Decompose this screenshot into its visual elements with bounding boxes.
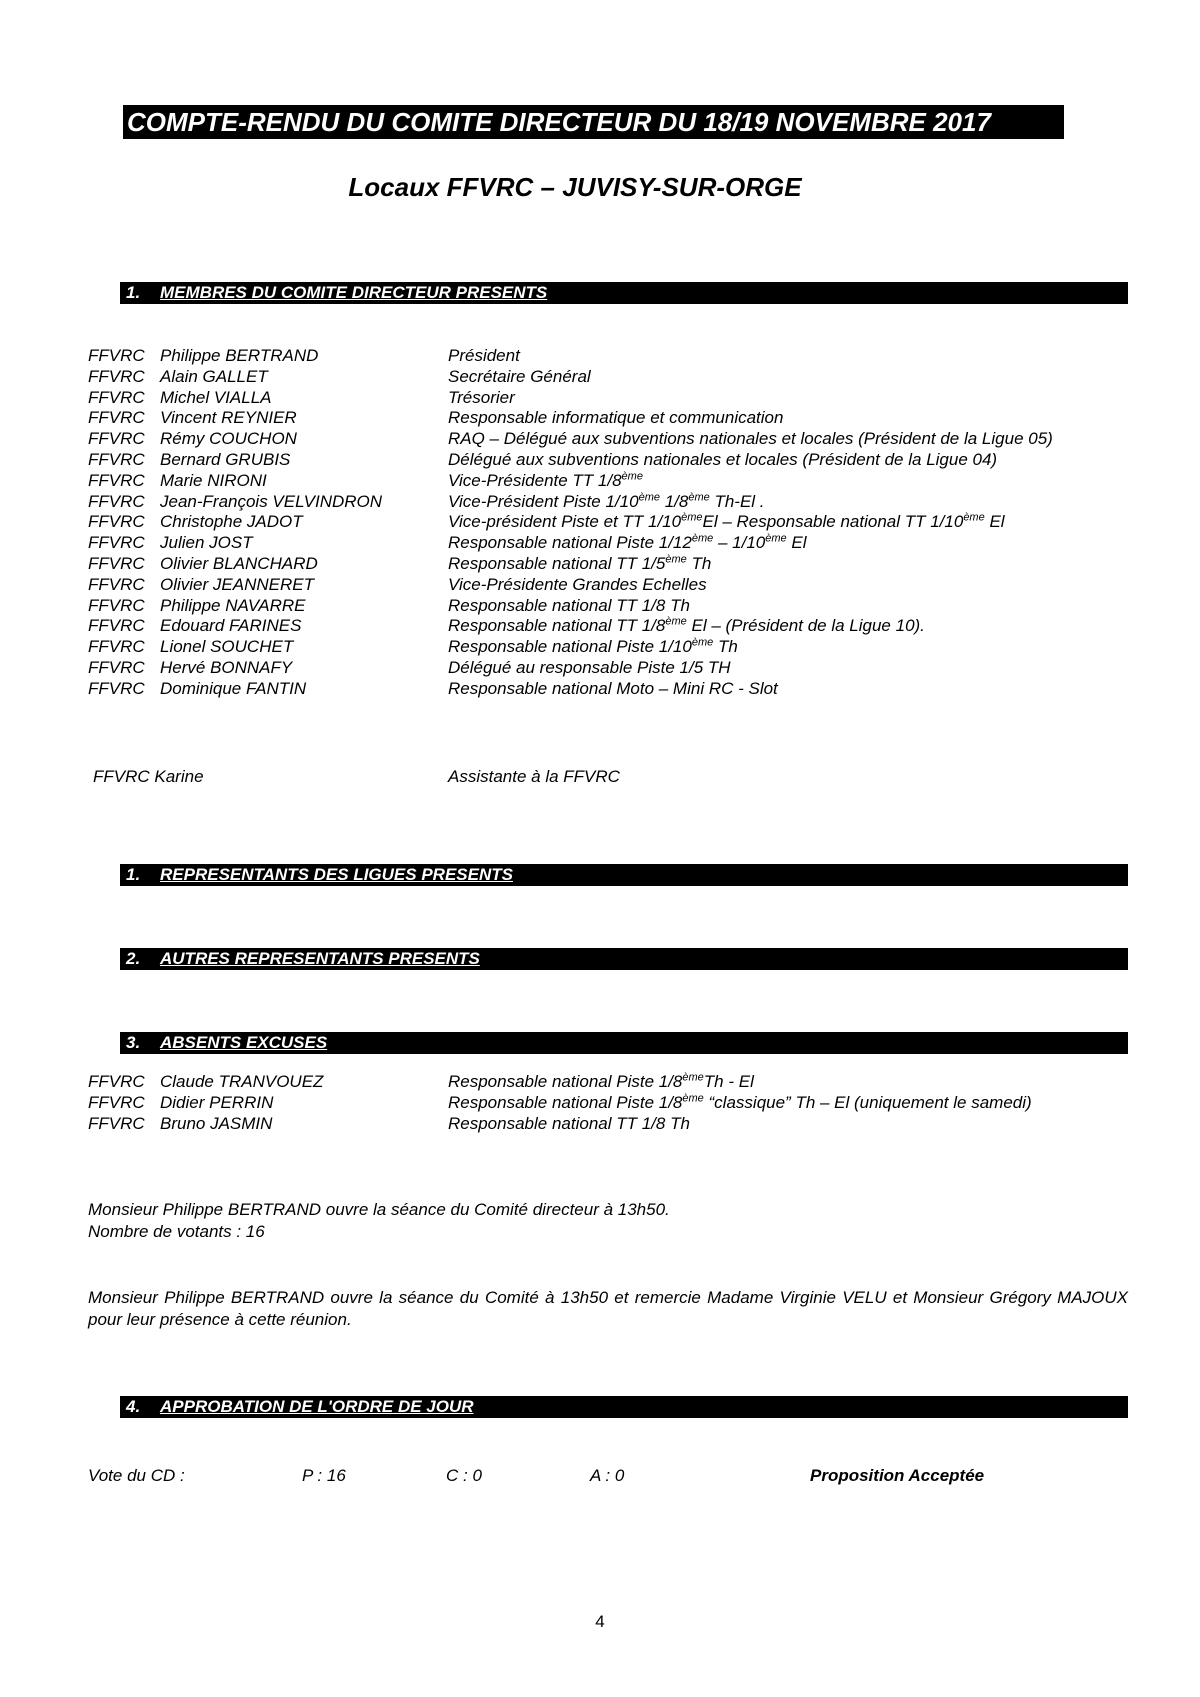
role-superscript: ème — [681, 511, 703, 524]
role-text: RAQ – Délégué aux subventions nationales et locales (Président de la Ligue 05) — [448, 429, 1053, 449]
section-label: MEMBRES DU COMITE DIRECTEUR PRESENTS — [160, 283, 548, 302]
section-number: 4. — [126, 1397, 141, 1416]
vote-abstention: A : 0 — [590, 1466, 625, 1485]
org-label: FFVRC — [88, 678, 145, 698]
role-superscript: ème — [765, 532, 787, 545]
role-text: El – Responsable national TT 1/10 — [702, 512, 964, 532]
role-text: Responsable national TT 1/5 — [448, 554, 666, 573]
person-role — [448, 511, 1005, 532]
opening-paragraph: Monsieur Philippe BERTRAND ouvre la séance du Comité directeur à 13h50. — [88, 1200, 670, 1219]
org-label: FFVRC — [88, 491, 145, 511]
person-role — [448, 657, 731, 678]
role-superscript: ème — [963, 511, 985, 524]
role-text: Trésorier — [448, 387, 515, 407]
person-role — [448, 1113, 690, 1134]
role-superscript: ème — [665, 615, 687, 628]
role-text: El — [984, 512, 1005, 532]
org-label: FFVRC — [88, 346, 145, 365]
role-text: Responsable national TT 1/8 Th — [448, 595, 690, 615]
person-name: Dominique FANTIN — [160, 678, 307, 698]
absents-row — [88, 1092, 1138, 1113]
section-number: 1. — [126, 283, 141, 302]
thanks-paragraph: Monsieur Philippe BERTRAND ouvre la séance du Comité à 13h50 et remercie Madame Virginie VELU et Monsieur Grégory MAJOUX pour leur présence à cette réunion. — [88, 1288, 1128, 1329]
role-superscript: ème — [665, 553, 687, 566]
members-row — [88, 366, 1138, 387]
members-row — [88, 449, 1138, 470]
members-row — [88, 407, 1138, 428]
role-text: Vice-Présidente TT 1/8 — [448, 470, 622, 490]
role-text: Th - El — [703, 1072, 754, 1091]
role-text: Président — [448, 346, 520, 365]
org-label: FFVRC — [88, 574, 145, 594]
person-role — [448, 407, 783, 428]
members-row — [88, 595, 1138, 616]
org-label: FFVRC — [88, 470, 145, 490]
person-name: Lionel SOUCHET — [160, 637, 294, 657]
person-name: Christophe JADOT — [160, 512, 303, 532]
vote-label: Vote du CD : — [88, 1466, 185, 1485]
role-text: Th-El . — [709, 491, 765, 511]
org-label: FFVRC — [88, 1114, 145, 1133]
members-row — [88, 532, 1138, 553]
role-text: Vice-Président Piste 1/10 — [448, 491, 639, 511]
person-name: Bruno JASMIN — [160, 1114, 273, 1133]
person-name: Julien JOST — [160, 533, 253, 553]
role-text: Responsable national Piste 1/8 — [448, 1072, 683, 1091]
role-text: Responsable national Piste 1/8 — [448, 1093, 683, 1112]
assistant-name: FFVRC Karine — [93, 767, 204, 786]
section-header-absents — [120, 1032, 1128, 1054]
voters-paragraph: Nombre de votants : 16 — [88, 1222, 265, 1241]
person-name: Olivier BLANCHARD — [160, 554, 318, 573]
person-role — [448, 678, 778, 699]
role-text: Vice-président Piste et TT 1/10 — [448, 512, 682, 532]
org-label: FFVRC — [88, 429, 145, 449]
role-superscript: ème — [688, 490, 710, 503]
person-role — [448, 449, 997, 470]
org-label: FFVRC — [88, 450, 145, 469]
person-role — [448, 491, 765, 512]
person-role — [448, 345, 520, 366]
role-text: Responsable national Piste 1/10 — [448, 637, 692, 657]
section-number: 1. — [126, 865, 141, 884]
section-label: AUTRES REPRESENTANTS PRESENTS — [160, 949, 480, 968]
assistant-role: Assistante à la FFVRC — [448, 767, 620, 786]
section-header-autres — [120, 948, 1128, 970]
members-row — [88, 574, 1138, 595]
members-row — [88, 615, 1138, 636]
section-number: 3. — [126, 1033, 141, 1052]
role-text: Responsable national Piste 1/12 — [448, 533, 692, 553]
role-text: – 1/10 — [713, 533, 766, 553]
members-row — [88, 491, 1138, 512]
members-row — [88, 657, 1138, 678]
role-superscript: ème — [682, 1071, 704, 1084]
person-role — [448, 553, 711, 574]
section-label: REPRESENTANTS DES LIGUES PRESENTS — [160, 865, 513, 884]
person-name: Didier PERRIN — [160, 1093, 274, 1112]
absents-row — [88, 1071, 1138, 1092]
person-role — [448, 1071, 754, 1092]
org-label: FFVRC — [88, 616, 145, 636]
person-role — [448, 615, 925, 636]
role-text: El – (Président de la Ligue 10). — [686, 616, 925, 636]
person-role — [448, 532, 807, 553]
role-text: “classique” Th – El (uniquement le samedi) — [703, 1093, 1032, 1112]
vote-pour: P : 16 — [302, 1466, 346, 1485]
org-label: FFVRC — [88, 408, 145, 428]
role-text: Responsable national TT 1/8 — [448, 616, 666, 636]
section-header-approbation — [120, 1396, 1128, 1418]
person-role — [448, 366, 591, 387]
members-row — [88, 636, 1138, 657]
person-role — [448, 470, 643, 491]
members-row — [88, 470, 1138, 491]
role-text: Délégué aux subventions nationales et locales (Président de la Ligue 04) — [448, 450, 998, 469]
members-row — [88, 511, 1138, 532]
org-label: FFVRC — [88, 658, 145, 677]
role-text: Responsable informatique et communication — [448, 408, 784, 428]
person-name: Philippe NAVARRE — [160, 595, 306, 615]
org-label: FFVRC — [88, 1072, 145, 1091]
role-superscript: ème — [691, 532, 714, 545]
role-text: Th — [686, 554, 712, 573]
role-text: Vice-Présidente Grandes Echelles — [448, 574, 707, 594]
person-name: Claude TRANVOUEZ — [160, 1072, 324, 1091]
role-text: Th — [713, 637, 738, 657]
role-superscript: ème — [682, 1092, 704, 1105]
members-row — [88, 678, 1138, 699]
person-role — [448, 428, 1053, 449]
person-name: Hervé BONNAFY — [160, 658, 293, 677]
org-label: FFVRC — [88, 533, 145, 553]
role-text: Responsable national Moto – Mini RC - Slot — [448, 678, 778, 698]
document-title-text: COMPTE-RENDU DU COMITE DIRECTEUR DU 18/19 NOVEMBRE 2017 — [127, 107, 991, 137]
section-header-members — [120, 282, 1128, 304]
section-label: ABSENTS EXCUSES — [160, 1033, 328, 1052]
org-label: FFVRC — [88, 366, 145, 386]
role-text: Responsable national TT 1/8 Th — [448, 1114, 690, 1133]
person-name: Philippe BERTRAND — [160, 346, 319, 365]
person-role — [448, 1092, 1032, 1113]
section-label: APPROBATION DE L'ORDRE DE JOUR — [160, 1397, 474, 1416]
person-role — [448, 387, 515, 408]
org-label: FFVRC — [88, 387, 145, 407]
org-label: FFVRC — [88, 1093, 145, 1112]
person-name: Bernard GRUBIS — [160, 450, 291, 469]
person-name: Alain GALLET — [160, 366, 268, 386]
person-name: Olivier JEANNERET — [160, 574, 314, 594]
org-label: FFVRC — [88, 512, 145, 532]
role-superscript: ème — [638, 490, 660, 503]
role-text: Secrétaire Général — [448, 366, 591, 386]
vote-result: Proposition Acceptée — [810, 1466, 985, 1485]
role-text: 1/8 — [659, 491, 689, 511]
members-row — [88, 553, 1138, 574]
members-row — [88, 345, 1138, 366]
section-header-ligues — [120, 864, 1128, 886]
absents-row — [88, 1113, 1138, 1134]
person-name: Edouard FARINES — [160, 616, 302, 636]
person-name: Rémy COUCHON — [160, 429, 297, 449]
members-row — [88, 428, 1138, 449]
person-name: Jean-François VELVINDRON — [160, 491, 383, 511]
assistant-row — [88, 766, 1138, 787]
person-role — [448, 595, 690, 616]
role-superscript: ème — [691, 636, 714, 649]
role-text: El — [786, 533, 807, 553]
org-label: FFVRC — [88, 554, 145, 573]
person-name: Vincent REYNIER — [160, 408, 297, 428]
members-row — [88, 387, 1138, 408]
person-role — [448, 636, 738, 657]
role-text: Délégué au responsable Piste 1/5 TH — [448, 658, 731, 677]
section-number: 2. — [126, 949, 141, 968]
org-label: FFVRC — [88, 637, 145, 657]
document-subtitle: Locaux FFVRC – JUVISY-SUR-ORGE — [348, 172, 802, 202]
person-name: Michel VIALLA — [160, 387, 272, 407]
role-superscript: ème — [621, 470, 643, 483]
person-name: Marie NIRONI — [160, 470, 267, 490]
vote-contre: C : 0 — [446, 1466, 482, 1485]
document-title — [123, 105, 1064, 139]
page-number: 4 — [595, 1612, 605, 1631]
person-role — [448, 574, 707, 595]
org-label: FFVRC — [88, 595, 145, 615]
